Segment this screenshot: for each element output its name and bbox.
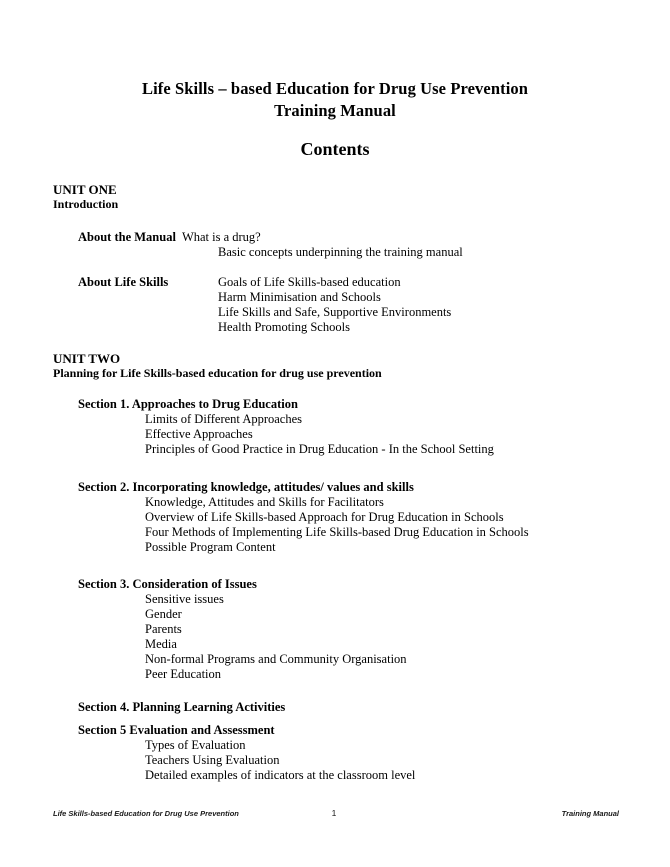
page-footer	[53, 809, 619, 821]
list-item: Parents	[145, 622, 182, 636]
list-item: Life Skills and Safe, Supportive Environments	[218, 305, 452, 319]
list-item: Media	[145, 637, 177, 651]
section-4	[78, 699, 638, 715]
list-item: Four Methods of Implementing Life Skills-based Drug Education in Schools	[145, 525, 529, 539]
entry-label-about-life-skills: About Life Skills	[78, 275, 169, 289]
unit-two-subtitle: Planning for Life Skills-based education for drug use prevention	[53, 366, 382, 380]
list-item: Non-formal Programs and Community Organisation	[145, 652, 407, 666]
section-5	[78, 722, 638, 783]
section-3	[78, 576, 638, 682]
entry-label-about-the-manual: About the Manual	[78, 230, 176, 244]
unit-one-label: UNIT ONE	[53, 182, 117, 197]
section-2-items	[78, 495, 638, 555]
list-item: Basic concepts underpinning the training manual	[218, 245, 463, 259]
section-5-items	[78, 738, 638, 783]
list-item: Overview of Life Skills-based Approach for Drug Education in Schools	[145, 510, 504, 524]
footer-page-number: 1	[331, 808, 337, 818]
section-2-title: Section 2. Incorporating knowledge, attitudes/ values and skills	[78, 480, 414, 494]
title-line-2: Training Manual	[274, 101, 396, 120]
unit-two-heading	[53, 351, 653, 381]
list-item: Effective Approaches	[145, 427, 253, 441]
footer-right-text: Training Manual	[561, 809, 619, 818]
section-1-title: Section 1. Approaches to Drug Education	[78, 397, 298, 411]
list-item: Harm Minimisation and Schools	[218, 290, 381, 304]
list-item: Peer Education	[145, 667, 222, 681]
list-item: Sensitive issues	[145, 592, 224, 606]
entry-items-about-the-manual	[218, 245, 670, 260]
section-3-items	[78, 592, 638, 682]
list-item: Gender	[145, 607, 182, 621]
contents-heading: Contents	[300, 139, 370, 159]
list-item: Teachers Using Evaluation	[145, 753, 280, 767]
section-1-items	[78, 412, 638, 457]
entry-inline-item-about-the-manual: What is a drug?	[181, 230, 261, 244]
list-item: Goals of Life Skills-based education	[218, 275, 401, 289]
unit-two-label: UNIT TWO	[53, 351, 121, 366]
unit-one-heading	[53, 182, 653, 212]
list-item: Knowledge, Attitudes and Skills for Facilitators	[145, 495, 384, 509]
list-item: Detailed examples of indicators at the classroom level	[145, 768, 416, 782]
list-item: Possible Program Content	[145, 540, 276, 554]
list-item: Types of Evaluation	[145, 738, 246, 752]
section-3-title: Section 3. Consideration of Issues	[78, 577, 257, 591]
section-2	[78, 479, 638, 555]
section-4-title: Section 4. Planning Learning Activities	[78, 700, 286, 714]
title-line-1: Life Skills – based Education for Drug Use Prevention	[141, 79, 529, 98]
list-item: Health Promoting Schools	[218, 320, 350, 334]
section-1	[78, 396, 638, 457]
entry-about-the-manual	[78, 230, 653, 245]
section-5-title: Section 5 Evaluation and Assessment	[78, 723, 275, 737]
document-title	[53, 78, 617, 122]
entry-items-about-life-skills	[218, 275, 670, 335]
unit-one-subtitle: Introduction	[53, 197, 119, 211]
footer-left-text: Life Skills-based Education for Drug Use Prevention	[53, 809, 239, 818]
list-item: Limits of Different Approaches	[145, 412, 303, 426]
list-item: Principles of Good Practice in Drug Education - In the School Setting	[145, 442, 494, 456]
